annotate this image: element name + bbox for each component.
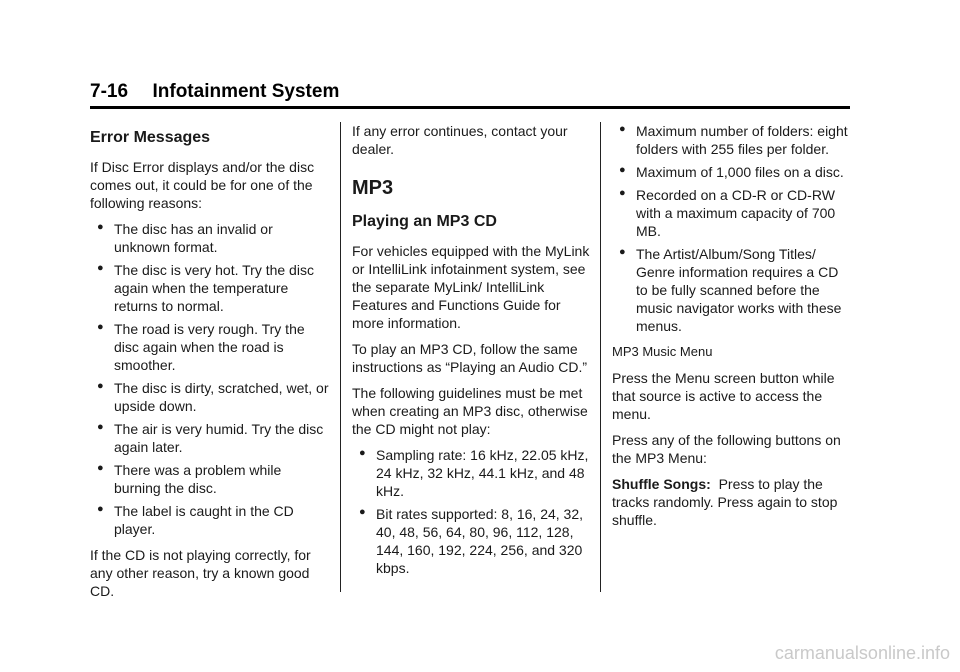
- chapter-title: Infotainment System: [152, 81, 340, 102]
- page-header: [90, 80, 850, 109]
- watermark: carmanualsonline.info: [774, 643, 950, 663]
- error-reason-list: [90, 220, 330, 538]
- list-item: ● The disc is dirty, scratched, wet, or upside down.: [90, 379, 330, 415]
- bullet-icon: ●: [359, 447, 366, 459]
- bullet-icon: ●: [619, 164, 626, 176]
- mp3-music-menu-heading: MP3 Music Menu: [612, 344, 713, 359]
- bullet-icon: ●: [619, 123, 626, 135]
- list-item: ● The Artist/Album/Song Titles/ Genre information requires a CD to be fully scanned before the music navigator works with these menus.: [612, 245, 852, 335]
- page-number: 7-16: [90, 81, 129, 102]
- paragraph: If Disc Error displays and/or the disc comes out, it could be for one of the following reasons:: [90, 159, 315, 211]
- list-item: ● Maximum of 1,000 files on a disc.: [612, 163, 852, 181]
- bullet-icon: ●: [97, 421, 104, 433]
- error-messages-heading: Error Messages: [90, 129, 211, 146]
- column-3: [612, 122, 852, 537]
- playing-mp3-heading: Playing an MP3 CD: [352, 213, 497, 230]
- list-item: ● The disc is very hot. Try the disc again when the temperature returns to normal.: [90, 261, 330, 315]
- shuffle-songs-label: Shuffle Songs:: [612, 476, 711, 492]
- list-item: ● The road is very rough. Try the disc again when the road is smoother.: [90, 320, 330, 374]
- column-divider: [340, 122, 341, 592]
- paragraph: If any error continues, contact your dealer.: [352, 123, 568, 157]
- bullet-icon: ●: [97, 262, 104, 274]
- bullet-icon: ●: [97, 462, 104, 474]
- list-item: ● Recorded on a CD-R or CD-RW with a maximum capacity of 700 MB.: [612, 186, 852, 240]
- bullet-icon: ●: [619, 246, 626, 258]
- paragraph: The following guidelines must be met when creating an MP3 disc, otherwise the CD might not play:: [352, 385, 588, 437]
- column-2: [352, 122, 592, 585]
- guideline-list: [612, 122, 852, 335]
- column-divider: [600, 122, 601, 592]
- guideline-list: [352, 446, 592, 577]
- bullet-icon: ●: [359, 506, 366, 518]
- bullet-icon: ●: [97, 221, 104, 233]
- paragraph: For vehicles equipped with the MyLink or IntelliLink infotainment system, see the separate MyLink/ IntelliLink Features and Functions Guide for more information.: [352, 243, 590, 331]
- paragraph: To play an MP3 CD, follow the same instructions as “Playing an Audio CD.”: [352, 341, 587, 375]
- list-item: ● The label is caught in the CD player.: [90, 502, 330, 538]
- paragraph: If the CD is not playing correctly, for any other reason, try a known good CD.: [90, 547, 311, 599]
- list-item: ● There was a problem while burning the disc.: [90, 461, 330, 497]
- list-item: ● Sampling rate: 16 kHz, 22.05 kHz, 24 kHz, 32 kHz, 44.1 kHz, and 48 kHz.: [352, 446, 592, 500]
- list-item: ● Maximum number of folders: eight folders with 255 files per folder.: [612, 122, 852, 158]
- shuffle-description: Press to play the tracks randomly. Press again to stop shuffle.: [612, 476, 838, 528]
- paragraph: Press the Menu screen button while that source is active to access the menu.: [612, 370, 835, 422]
- bullet-icon: ●: [97, 321, 104, 333]
- shuffle-paragraph: [612, 475, 852, 529]
- list-item: ● Bit rates supported: 8, 16, 24, 32, 40, 48, 56, 64, 80, 96, 112, 128, 144, 160, 192, 224, 256, and 320 kbps.: [352, 505, 592, 577]
- bullet-icon: ●: [97, 380, 104, 392]
- paragraph: Press any of the following buttons on the MP3 Menu:: [612, 432, 841, 466]
- column-1: [90, 122, 330, 608]
- list-item: ● The air is very humid. Try the disc again later.: [90, 420, 330, 456]
- list-item: ● The disc has an invalid or unknown format.: [90, 220, 330, 256]
- bullet-icon: ●: [97, 503, 104, 515]
- mp3-section-heading: MP3: [352, 177, 394, 199]
- bullet-icon: ●: [619, 187, 626, 199]
